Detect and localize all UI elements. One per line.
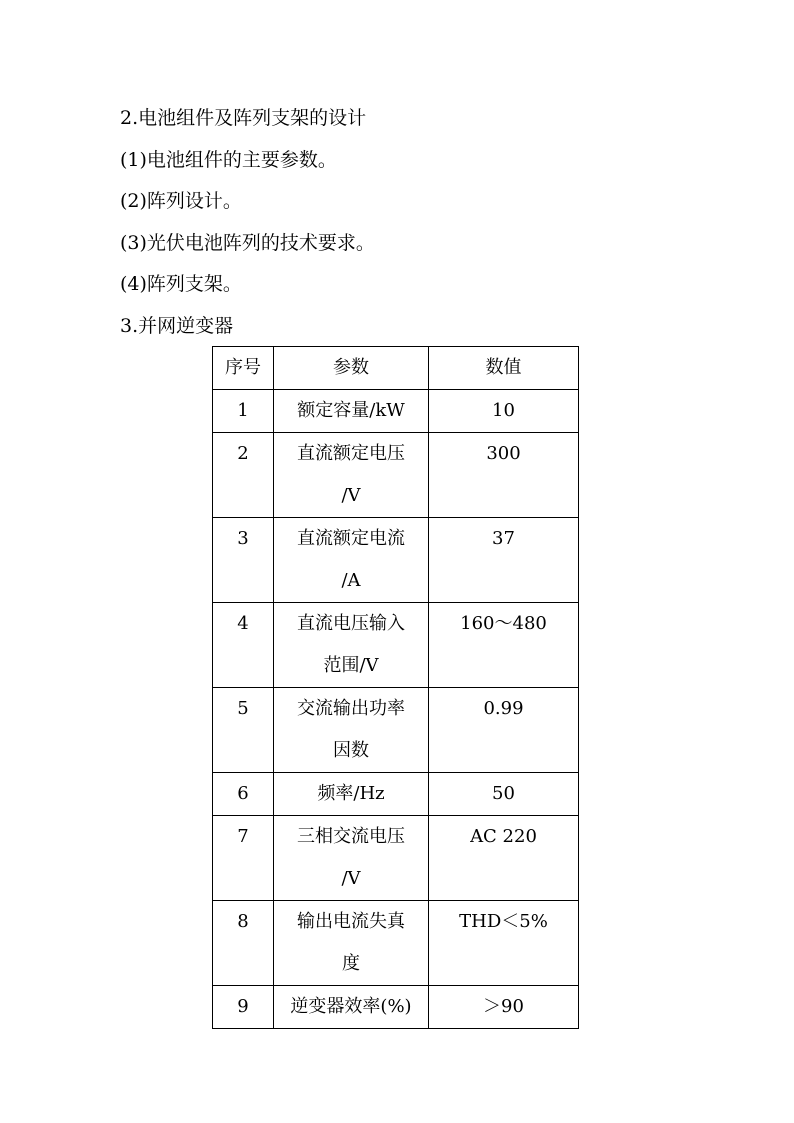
cell-parameter: 直流额定电流 /A [274, 518, 429, 603]
item-array-design: (2)阵列设计。 [120, 190, 242, 212]
header-value: 数值 [429, 347, 579, 390]
cell-value: 0.99 [429, 688, 579, 773]
cell-value: 10 [429, 390, 579, 433]
section-heading-battery-module: 2.电池组件及阵列支架的设计 [120, 107, 367, 129]
cell-parameter: 直流电压输入 范围/V [274, 603, 429, 688]
table-row [213, 986, 579, 1029]
cell-parameter: 额定容量/kW [274, 390, 429, 433]
section-heading-inverter: 3.并网逆变器 [120, 315, 234, 337]
cell-parameter: 交流输出功率 因数 [274, 688, 429, 773]
cell-value: 160～480 [429, 603, 579, 688]
cell-parameter: 逆变器效率(%) [274, 986, 429, 1029]
cell-index: 4 [213, 603, 274, 688]
cell-parameter: 输出电流失真 度 [274, 901, 429, 986]
header-parameter: 参数 [274, 347, 429, 390]
cell-value: THD＜5% [429, 901, 579, 986]
header-index: 序号 [213, 347, 274, 390]
cell-index: 3 [213, 518, 274, 603]
item-module-parameters: (1)电池组件的主要参数。 [120, 149, 337, 171]
cell-value: ＞90 [429, 986, 579, 1029]
item-array-requirements: (3)光伏电池阵列的技术要求。 [120, 232, 375, 254]
cell-index: 8 [213, 901, 274, 986]
table-row [213, 773, 579, 816]
cell-index: 9 [213, 986, 274, 1029]
cell-parameter: 三相交流电压 /V [274, 816, 429, 901]
cell-index: 6 [213, 773, 274, 816]
cell-value: 37 [429, 518, 579, 603]
cell-index: 5 [213, 688, 274, 773]
cell-parameter: 频率/Hz [274, 773, 429, 816]
table-row [213, 816, 579, 901]
table-row [213, 390, 579, 433]
inverter-spec-table [212, 346, 579, 1029]
table-row [213, 688, 579, 773]
cell-index: 2 [213, 433, 274, 518]
cell-value: AC 220 [429, 816, 579, 901]
table-header-row [213, 347, 579, 390]
cell-value: 50 [429, 773, 579, 816]
cell-index: 1 [213, 390, 274, 433]
table-row [213, 901, 579, 986]
item-array-support: (4)阵列支架。 [120, 273, 242, 295]
cell-parameter: 直流额定电压 /V [274, 433, 429, 518]
cell-value: 300 [429, 433, 579, 518]
cell-index: 7 [213, 816, 274, 901]
table-row [213, 518, 579, 603]
table-row [213, 433, 579, 518]
table-row [213, 603, 579, 688]
